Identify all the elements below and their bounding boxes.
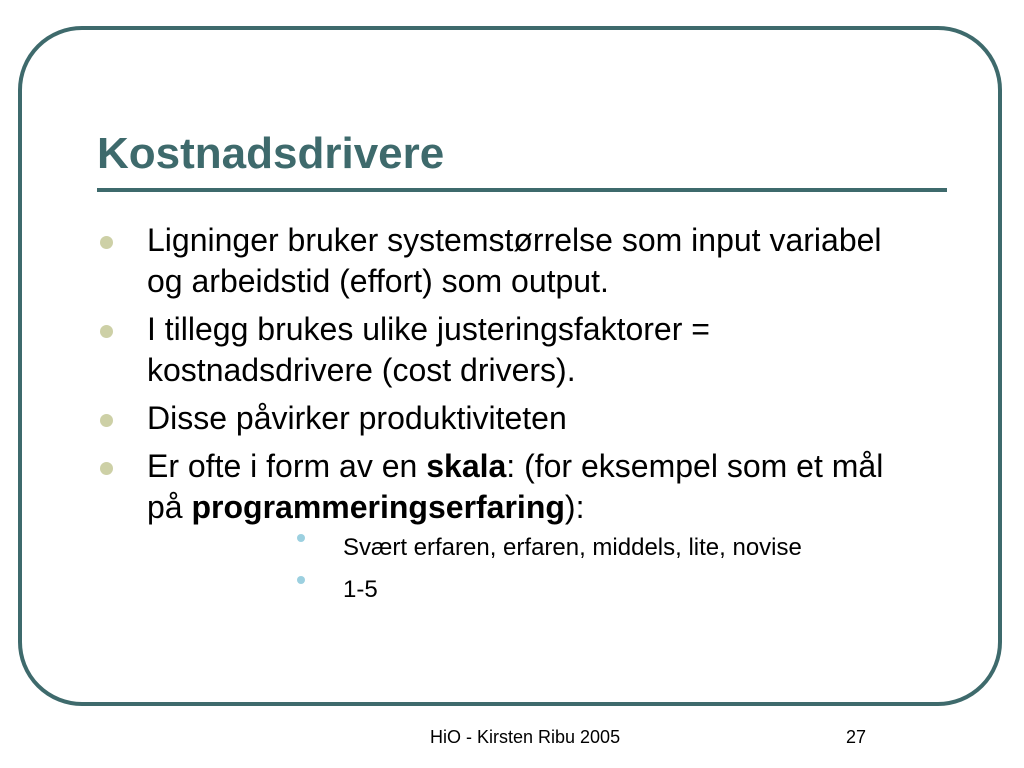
bullet-dot-icon bbox=[100, 414, 113, 427]
bullet-text-part: : (for eksempel som et mål på bbox=[147, 448, 884, 525]
bullet-text: Disse påvirker produktiviteten bbox=[147, 400, 567, 436]
bullet-dot-icon bbox=[100, 236, 113, 249]
bullet-text-part: ): bbox=[564, 489, 585, 525]
footer-text: HiO - Kirsten Ribu 2005 bbox=[430, 727, 621, 747]
bold-term-programmeringserfaring: programmeringserfaring bbox=[191, 489, 565, 525]
bullet-dot-icon bbox=[100, 325, 113, 338]
title-divider bbox=[97, 188, 947, 192]
sub-bullet-item bbox=[147, 574, 1024, 606]
sub-bullet-text: 1-5 bbox=[343, 576, 378, 603]
sub-bullet-dot-icon bbox=[297, 576, 305, 584]
page-number: 27 bbox=[846, 727, 867, 747]
bullet-item bbox=[0, 220, 917, 302]
sub-bullet-item bbox=[147, 532, 1024, 564]
bullet-text bbox=[147, 448, 883, 525]
sub-bullet-dot-icon bbox=[297, 534, 305, 542]
bullet-item bbox=[0, 309, 917, 391]
bullet-text-part: Er ofte i form av en bbox=[147, 448, 427, 484]
bullet-list bbox=[0, 220, 1024, 616]
bullet-dot-icon bbox=[100, 462, 113, 475]
bullet-text: I tillegg brukes ulike justeringsfaktorer = kostnadsdrivere (cost drivers). bbox=[147, 311, 710, 388]
bold-term-skala: skala bbox=[426, 448, 507, 484]
bullet-text: Ligninger bruker systemstørrelse som input variabel og arbeidstid (effort) som output. bbox=[147, 222, 882, 299]
sub-bullet-text: Svært erfaren, erfaren, middels, lite, novise bbox=[343, 534, 802, 561]
bullet-item bbox=[0, 446, 917, 606]
sub-bullet-list bbox=[147, 532, 917, 606]
bullet-item bbox=[0, 398, 917, 439]
slide-title: Kostnadsdrivere bbox=[97, 129, 445, 178]
